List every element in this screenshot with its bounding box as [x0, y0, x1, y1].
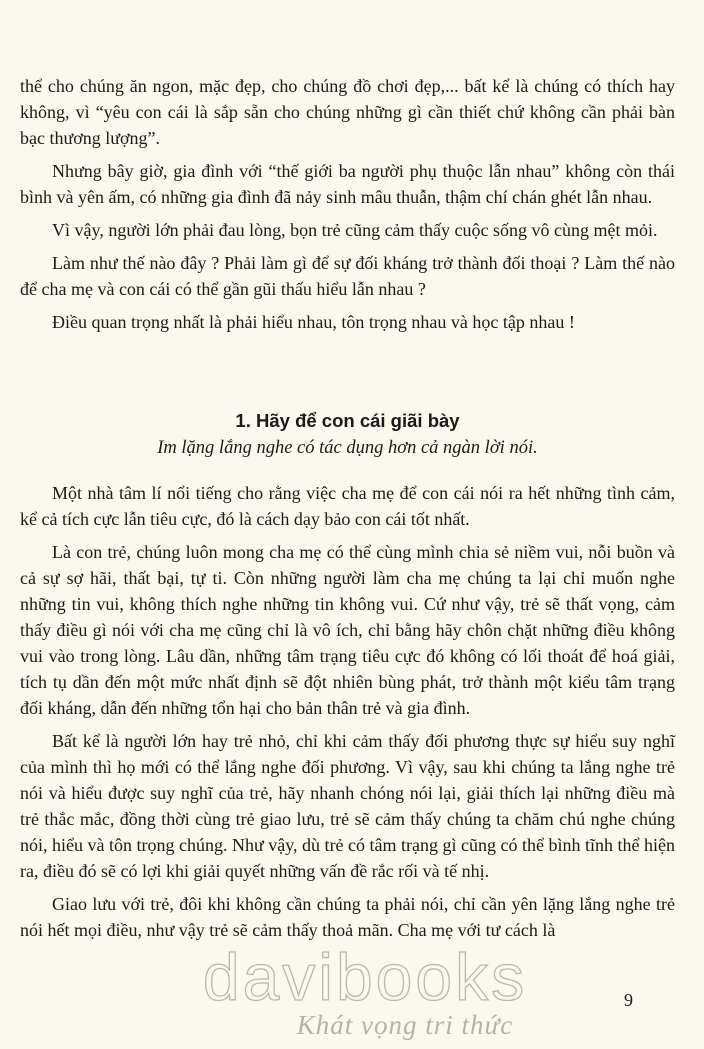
watermark-slogan: Khát vọng tri thức [296, 1010, 514, 1040]
section-epigraph: Im lặng lắng nghe có tác dụng hơn cả ngàn lời nói. [157, 438, 538, 458]
paragraph-continued: thể cho chúng ăn ngon, mặc đẹp, cho chúng đồ chơi đẹp,... bất kể là chúng có thích hay không, vì “yêu con cái là sắp sẵn cho chúng những gì cần thiết chứ không cần phải bàn bạc thương lượng”. [20, 76, 675, 148]
section-heading: 1. Hãy để con cái giãi bày [235, 410, 460, 431]
top-text-block [20, 73, 675, 342]
main-text-block [20, 480, 675, 950]
paragraph: Giao lưu với trẻ, đôi khi không cần chúng ta phải nói, chỉ cần yên lặng lắng nghe trẻ nói hết mọi điều, như vậy trẻ sẽ cảm thấy thoả mãn. Cha mẹ với tư cách là [20, 894, 675, 940]
paragraph: Vì vậy, người lớn phải đau lòng, bọn trẻ cũng cảm thấy cuộc sống vô cùng mệt mỏi. [52, 220, 658, 240]
paragraph: Nhưng bây giờ, gia đình với “thế giới ba người phụ thuộc lẫn nhau” không còn thái bình và yên ấm, có những gia đình đã nảy sinh mâu thuẫn, thậm chí chán ghét lẫn nhau. [20, 161, 675, 207]
paragraph: Điều quan trọng nhất là phải hiểu nhau, tôn trọng nhau và học tập nhau ! [52, 312, 575, 332]
watermark-brand: davibooks [202, 940, 528, 1014]
paragraph: Bất kể là người lớn hay trẻ nhỏ, chỉ khi cảm thấy đối phương thực sự hiểu suy nghĩ của mình thì họ mới có thể lắng nghe đối phương. Vì vậy, sau khi chúng ta lắng nghe trẻ nói và hiểu được suy nghĩ của trẻ, hãy nhanh chóng nói lại, giải thích lại những điều mà trẻ thắc mắc, đồng thời cùng trẻ giao lưu, trẻ sẽ cảm thấy chúng ta chăm chú nghe chúng nói, hiểu và tôn trọng chúng. Như vậy, dù trẻ có tâm trạng gì cũng có thể bình tĩnh thể hiện ra, điều đó sẽ có lợi khi giải quyết những vấn đề rắc rối và tế nhị. [20, 731, 675, 881]
page-number: 9 [624, 990, 633, 1010]
paragraph: Làm như thế nào đây ? Phải làm gì để sự đối kháng trở thành đối thoại ? Làm thế nào để cha mẹ và con cái có thể gần gũi thấu hiểu lẫn nhau ? [20, 253, 675, 299]
paragraph: Là con trẻ, chúng luôn mong cha mẹ có thể cùng mình chia sẻ niềm vui, nỗi buồn và cả sự sợ hãi, thất bại, tự ti. Còn những người làm cha mẹ chúng ta lại chỉ muốn nghe những tin vui, không thích nghe những tin không vui. Cứ như vậy, trẻ sẽ thất vọng, cảm thấy điều gì nói với cha mẹ cũng chỉ là vô ích, chỉ bằng hãy chôn chặt những điều không vui vào trong lòng. Lâu dần, những tâm trạng tiêu cực đó không có lối thoát để hoá giải, tích tụ dần đến một mức nhất định sẽ đột nhiên bùng phát, trở thành một kiểu tâm trạng đối kháng, dẫn đến những tổn hại cho bản thân trẻ và gia đình. [20, 542, 675, 718]
paragraph: Một nhà tâm lí nổi tiếng cho rằng việc cha mẹ để con cái nói ra hết những tình cảm, kể cả tích cực lẫn tiêu cực, đó là cách dạy bảo con cái tốt nhất. [20, 483, 675, 529]
